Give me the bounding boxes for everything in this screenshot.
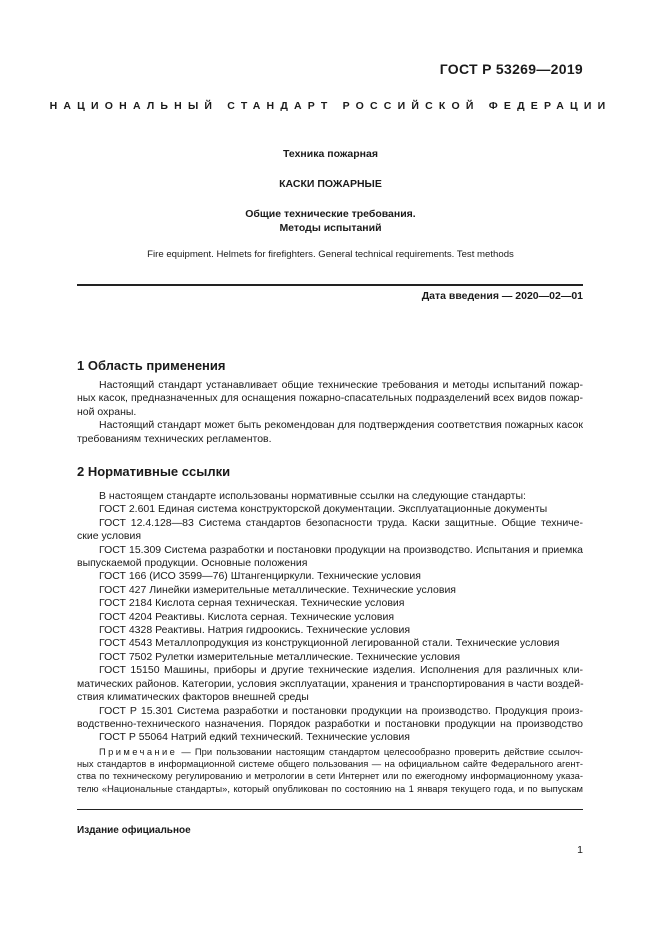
section-1-heading: 1 Область применения bbox=[77, 358, 226, 373]
official-edition-label: Издание официальное bbox=[77, 825, 191, 836]
section-2-line: ГОСТ 166 (ИСО 3599—76) Штангенциркули. Технические условия bbox=[99, 570, 421, 583]
section-2-body bbox=[77, 490, 583, 745]
note-line: ства по техническому регулированию и метрологии в сети Интернет или по ежегодному информационному указа- bbox=[77, 770, 583, 782]
section-2-line: ГОСТ 4543 Металлопродукция из конструкционной легированной стали. Технические условия bbox=[99, 637, 560, 650]
title-subtitle-line-1: Общие технические требования. bbox=[245, 208, 416, 220]
section-2-line: ГОСТ 2184 Кислота серная техническая. Технические условия bbox=[99, 597, 405, 610]
title-subtitle-line-2: Методы испытаний bbox=[279, 222, 382, 234]
section-2-line: ГОСТ 7502 Рулетки измерительные металлические. Технические условия bbox=[99, 650, 461, 663]
note-line-first bbox=[77, 746, 583, 758]
title-main: КАСКИ ПОЖАРНЫЕ bbox=[279, 178, 382, 190]
page-number: 1 bbox=[577, 844, 583, 856]
section-2-line: ГОСТ 15150 Машины, приборы и другие технические изделия. Исполнения для различных кли- bbox=[99, 664, 583, 677]
section-1-line: ной охраны. bbox=[77, 405, 137, 418]
section-2-line: матических районов. Категории, условия эксплуатации, хранения и транспортирования в части воздей- bbox=[77, 677, 584, 690]
section-1-line: Настоящий стандарт может быть рекомендован для подтверждения соответствия пожарных касок bbox=[99, 419, 583, 432]
section-1-body bbox=[77, 379, 583, 446]
section-2-line: ГОСТ 12.4.128—83 Система стандартов безопасности труда. Каски защитные. Общие техниче- bbox=[99, 516, 583, 529]
title-category: Техника пожарная bbox=[283, 148, 378, 160]
note-line: телю «Национальные стандарты», который опубликован по состоянию на 1 января текущего года, и по выпускам bbox=[77, 782, 583, 794]
section-2-line: выпускаемой продукции. Основные положения bbox=[77, 557, 308, 570]
section-2-line: ГОСТ Р 55064 Натрий едкий технический. Технические условия bbox=[99, 731, 410, 744]
note-block bbox=[77, 746, 583, 795]
section-2-line: водственно-технического назначения. Порядок разработки и постановки продукции на производство bbox=[77, 717, 583, 730]
note-label: Примечание bbox=[99, 746, 178, 757]
section-2-line: В настоящем стандарте использованы нормативные ссылки на следующие стандарты: bbox=[99, 490, 526, 502]
english-title: Fire equipment. Helmets for firefighters. General technical requirements. Test methods bbox=[147, 249, 514, 260]
introduction-date: Дата введения — 2020—02—01 bbox=[421, 290, 583, 302]
header-divider bbox=[77, 284, 583, 286]
section-2-line: ГОСТ 4328 Реактивы. Натрия гидроокись. Технические условия bbox=[99, 624, 411, 637]
section-1-line: требованиям технических регламентов. bbox=[77, 432, 272, 445]
section-2-line: ГОСТ 4204 Реактивы. Кислота серная. Технические условия bbox=[99, 610, 395, 623]
national-standard-banner: НАЦИОНАЛЬНЫЙ СТАНДАРТ РОССИЙСКОЙ ФЕДЕРАЦИИ bbox=[49, 100, 612, 112]
note-first-text: — При пользовании настоящим стандартом целесообразно проверить действие ссылоч- bbox=[177, 746, 583, 757]
footer-divider bbox=[77, 809, 583, 810]
document-number: ГОСТ Р 53269—2019 bbox=[439, 61, 583, 77]
section-2-heading: 2 Нормативные ссылки bbox=[77, 464, 231, 479]
section-2-line: ГОСТ 427 Линейки измерительные металлические. Технические условия bbox=[99, 583, 456, 596]
title-subtitle bbox=[0, 207, 661, 235]
section-1-line: Настоящий стандарт устанавливает общие технические требования и методы испытаний пожар- bbox=[99, 379, 583, 391]
section-1-line: ных касок, предназначенных для оснащения пожарно-спасательных подразделений всех видов пожар- bbox=[77, 392, 583, 405]
section-2-line: ГОСТ 2.601 Единая система конструкторской документации. Эксплуатационные документы bbox=[99, 503, 548, 516]
section-2-line: ские условия bbox=[77, 530, 142, 543]
section-2-line: ствия климатических факторов внешней среды bbox=[77, 691, 309, 704]
note-line: ных стандартов в информационной системе общего пользования — на официальном сайте Федерального агент- bbox=[77, 758, 583, 770]
section-2-line: ГОСТ 15.309 Система разработки и постановки продукции на производство. Испытания и приемка bbox=[99, 543, 583, 556]
section-2-line: ГОСТ Р 15.301 Система разработки и постановки продукции на производство. Продукция произ- bbox=[99, 704, 583, 717]
